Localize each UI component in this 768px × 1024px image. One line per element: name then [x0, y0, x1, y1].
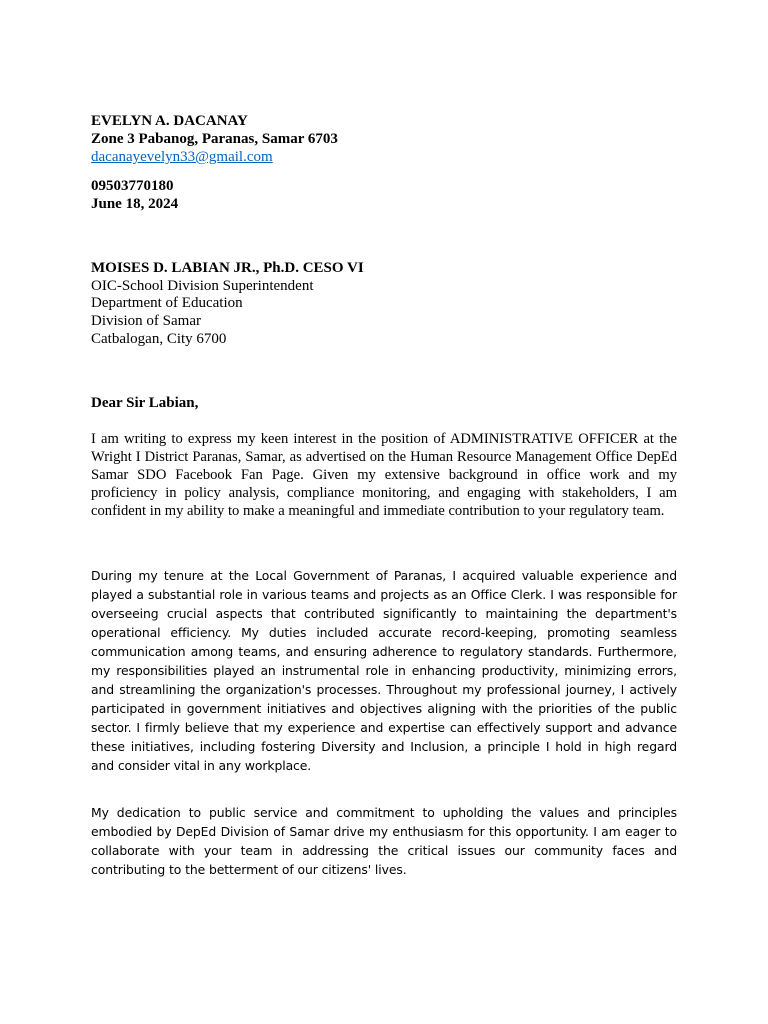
salutation: Dear Sir Labian,: [91, 395, 199, 411]
body-paragraph-3: My dedication to public service and commitment to upholding the values and principles embodied by DepEd Division of Samar drive my enthusiasm for this opportunity. I am eager to collaborate with your team in addressing the critical issues our community faces and contributing to the betterment of our citizens' lives.: [91, 805, 677, 877]
body-paragraph-2: During my tenure at the Local Government of Paranas, I acquired valuable experience and played a substantial role in various teams and projects as an Office Clerk. I was responsible for overseeing crucial aspects that contributed significantly to maintaining the department's operational efficiency. My duties included accurate record-keeping, promoting seamless communication among teams, and ensuring adherence to regulatory standards. Furthermore, my responsibilities played an instrumental role in enhancing productivity, minimizing errors, and streamlining the organization's processes. Throughout my professional journey, I actively participated in government initiatives and objectives aligning with the priorities of the public sector. I firmly believe that my experience and expertise can effectively support and advance these initiatives, including fostering Diversity and Inclusion, a principle I hold in high regard and consider vital in any workplace.: [91, 568, 677, 773]
sender-address: Zone 3 Pabanog, Paranas, Samar 6703: [91, 131, 338, 147]
recipient-city: Catbalogan, City 6700: [91, 331, 227, 347]
recipient-department: Department of Education: [91, 295, 243, 311]
sender-email-line: [91, 148, 273, 166]
letter-date: June 18, 2024: [91, 196, 179, 212]
recipient-title: OIC-School Division Superintendent: [91, 278, 314, 294]
sender-email-link[interactable]: dacanayevelyn33@gmail.com: [91, 149, 273, 165]
body-paragraph-1: I am writing to express my keen interest in the position of ADMINISTRATIVE OFFICER at the Wright I District Paranas, Samar, as advertised on the Human Resource Management Office DepEd Samar SDO Facebook Fan Page. Given my extensive background in office work and my proficiency in policy analysis, compliance monitoring, and engaging with stakeholders, I am confident in my ability to make a meaningful and immediate contribution to your regulatory team.: [91, 431, 677, 519]
recipient-division: Division of Samar: [91, 313, 201, 329]
sender-phone: 09503770180: [91, 178, 174, 194]
recipient-name: MOISES D. LABIAN JR., Ph.D. CESO VI: [91, 260, 364, 276]
sender-name: EVELYN A. DACANAY: [91, 113, 248, 129]
